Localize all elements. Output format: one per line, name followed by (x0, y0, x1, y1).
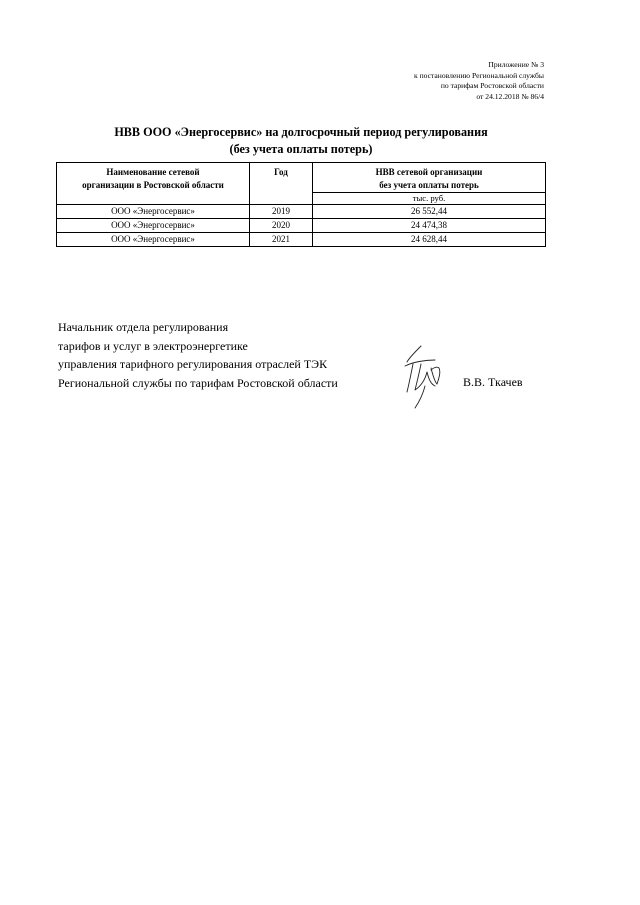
table-row (57, 233, 546, 247)
value-cell: 24 474,38 (313, 219, 546, 233)
appendix-line: к постановлению Региональной службы (413, 70, 544, 80)
title-line-1: НВВ ООО «Энергосервис» на долгосрочный период регулирования (114, 125, 488, 139)
title-line-2: (без учета оплаты потерь) (229, 142, 373, 156)
header-org-name-line1: Наименование сетевой (106, 167, 200, 177)
header-nvv (313, 163, 546, 193)
appendix-line: Приложение № 3 (488, 60, 544, 69)
org-cell: ООО «Энергосервис» (57, 219, 250, 233)
document-title (56, 124, 546, 158)
year-cell: 2019 (250, 205, 313, 219)
header-org-name (57, 163, 250, 205)
unit-cell: тыс. руб. (313, 193, 546, 205)
appendix-line: по тарифам Ростовской области (440, 81, 544, 91)
table-row (57, 205, 546, 219)
position-line: Начальник отдела регулирования (58, 320, 229, 334)
header-nvv-line2: без учета оплаты потерь (379, 180, 479, 190)
org-cell: ООО «Энергосервис» (57, 205, 250, 219)
year-cell: 2020 (250, 219, 313, 233)
org-cell: ООО «Энергосервис» (57, 233, 250, 247)
handwritten-signature (395, 340, 457, 410)
position-line: управления тарифного регулирования отраслей ТЭК (58, 357, 328, 371)
header-nvv-line1: НВВ сетевой организации (375, 167, 483, 177)
position-line: Региональной службы по тарифам Ростовской области (58, 375, 338, 390)
signatory-position (58, 318, 338, 392)
value-cell: 24 628,44 (313, 233, 546, 247)
appendix-note (414, 60, 544, 102)
appendix-line: от 24.12.2018 № 86/4 (476, 91, 544, 101)
header-year: Год (250, 163, 313, 205)
table-header-row (57, 163, 546, 193)
header-org-name-line2: организации в Ростовской области (82, 180, 224, 190)
nvv-table (56, 162, 546, 247)
value-cell: 26 552,44 (313, 205, 546, 219)
table-row (57, 219, 546, 233)
signer-name: В.В. Ткачев (463, 375, 523, 389)
position-line: тарифов и услуг в электроэнергетике (58, 338, 248, 353)
year-cell: 2021 (250, 233, 313, 247)
